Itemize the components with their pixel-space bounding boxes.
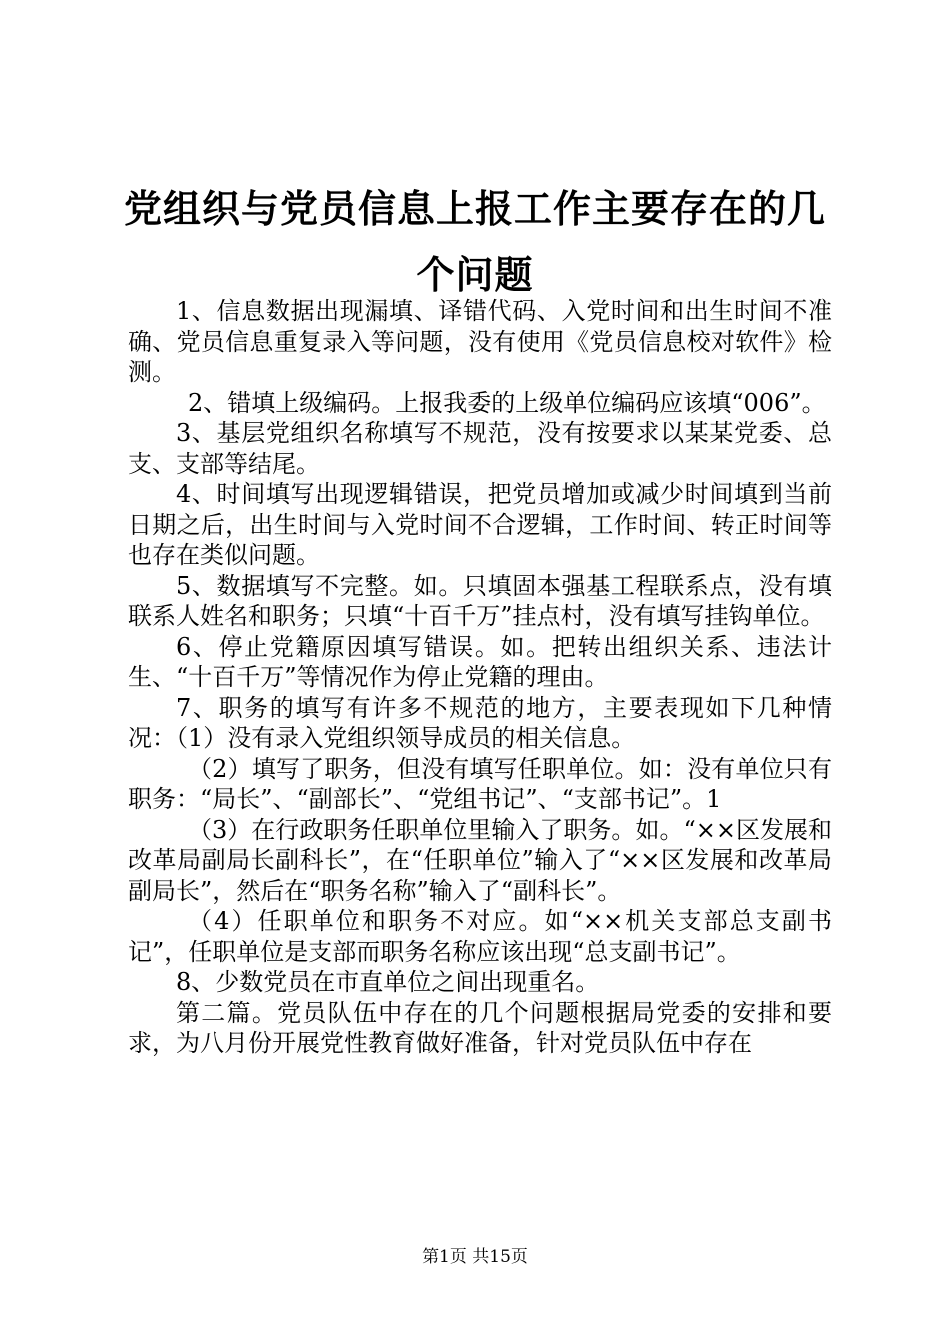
paragraph: 8、少数党员在市直单位之间出现重名。 bbox=[176, 968, 600, 996]
paragraph: （3）在行政职务任职单位里输入了职务。如。“××区发展和改革局副局长副科长”，在“任职单位”输入了“××区发展和改革局副局长”，然后在“职务名称”输入了“副科长”。 bbox=[128, 815, 832, 905]
paragraph: 7、职务的填写有许多不规范的地方，主要表现如下几种情况：（1）没有录入党组织领导成员的相关信息。 bbox=[128, 693, 832, 752]
paragraph: 2、错填上级编码。上报我委的上级单位编码应该填“006”。 bbox=[188, 388, 826, 417]
paragraph: 1、信息数据出现漏填、译错代码、入党时间和出生时间不准确、党员信息重复录入等问题，没有使用《党员信息校对软件》检测。 bbox=[128, 297, 832, 386]
paragraph: 3、基层党组织名称填写不规范，没有按要求以某某党委、总支、支部等结尾。 bbox=[128, 419, 832, 478]
paragraph: 5、数据填写不完整。如。只填固本强基工程联系点，没有填联系人姓名和职务；只填“十百千万”挂点村，没有填写挂钩单位。 bbox=[128, 571, 832, 630]
document-body bbox=[128, 296, 832, 1059]
paragraph: 6、停止党籍原因填写错误。如。把转出组织关系、违法计生、“十百千万”等情况作为停止党籍的理由。 bbox=[128, 632, 832, 691]
paragraph: （2）填写了职务，但没有填写任职单位。如：没有单位只有职务：“局长”、“副部长”、“党组书记”、“支部书记”。1 bbox=[128, 754, 832, 813]
document-title: 党组织与党员信息上报工作主要存在的几个问题 bbox=[123, 186, 826, 297]
paragraph: 4、时间填写出现逻辑错误，把党员增加或减少时间填到当前日期之后，出生时间与入党时间不合逻辑，工作时间、转正时间等也存在类似问题。 bbox=[128, 480, 832, 569]
page-number-footer: 第1页 共15页 bbox=[422, 1247, 528, 1267]
paragraph: （4）任职单位和职务不对应。如“××机关支部总支副书记”，任职单位是支部而职务名称应该出现“总支副书记”。 bbox=[128, 907, 832, 966]
paragraph: 第二篇。党员队伍中存在的几个问题根据局党委的安排和要求，为八月份开展党性教育做好准备，针对党员队伍中存在 bbox=[128, 998, 832, 1057]
